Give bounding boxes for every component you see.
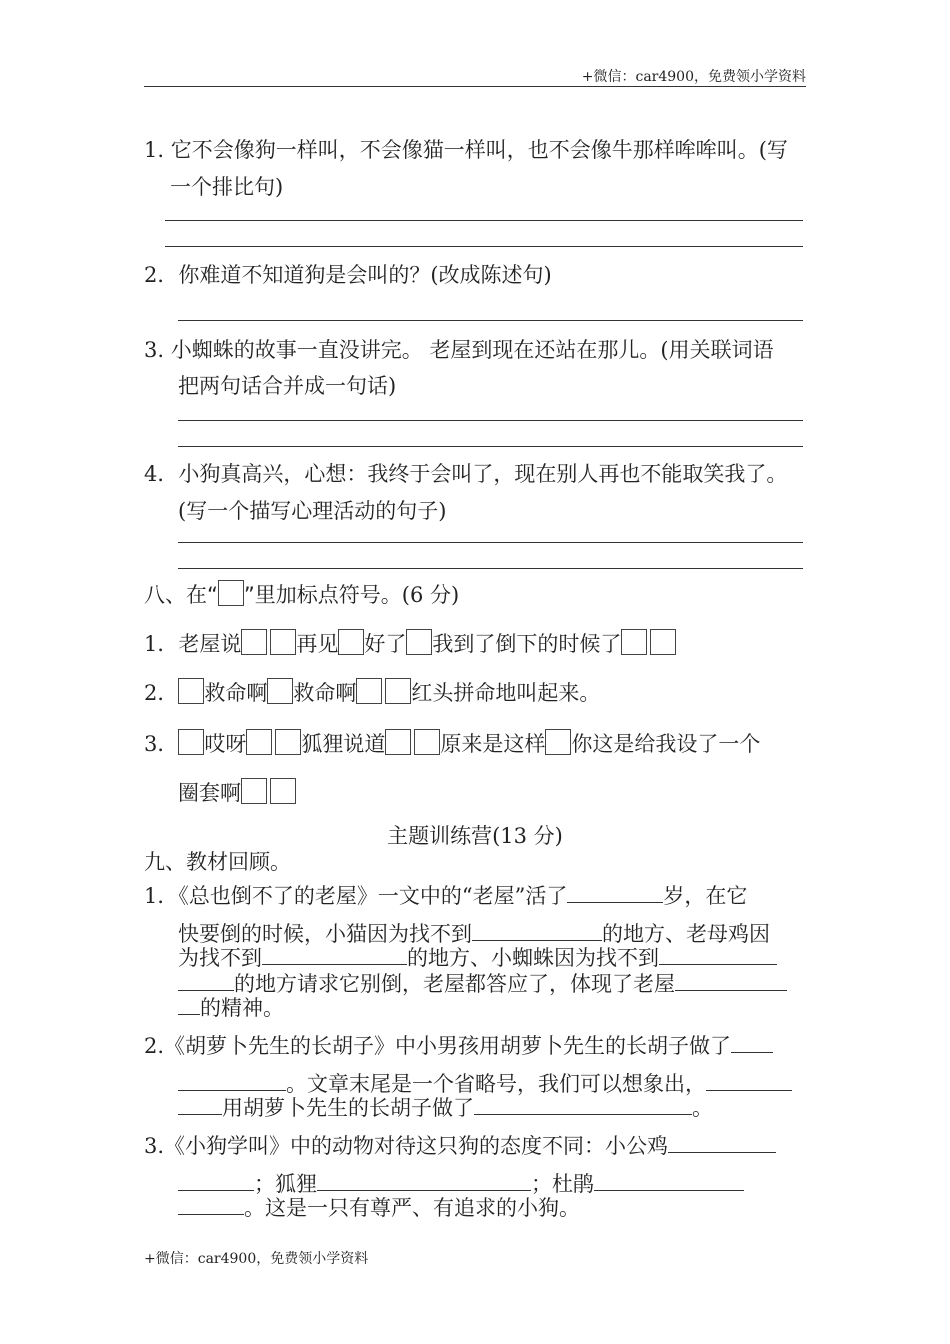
answer-box[interactable] <box>385 678 411 704</box>
q8-3-text: 原来是这样 <box>440 732 546 756</box>
q8-1-text: 好了 <box>364 632 407 656</box>
q9-1-text: 1．《总也倒不了的老屋》一文中的“老屋”活了 <box>144 884 568 908</box>
q8-1-text: 我到了倒下的时候了 <box>432 632 622 656</box>
theme-title: 主题训练营(13 分) <box>387 824 563 848</box>
q8-2 <box>144 678 600 707</box>
fill-blank[interactable] <box>178 1194 244 1215</box>
answer-box[interactable] <box>178 678 204 704</box>
q7-1-line1: 1. 它不会像狗一样叫，不会像猫一样叫，也不会像牛那样哞哞叫。(写 <box>144 138 788 162</box>
answer-box[interactable] <box>406 629 432 655</box>
fill-blank[interactable] <box>668 1132 776 1153</box>
q7-2: 2．你难道不知道狗是会叫的？(改成陈述句) <box>144 263 552 287</box>
answer-box[interactable] <box>621 629 647 655</box>
q9-2-line3 <box>178 1094 713 1122</box>
answer-line <box>178 542 803 543</box>
answer-box[interactable] <box>545 729 571 755</box>
answer-box[interactable] <box>338 629 364 655</box>
q7-3-line1: 3. 小蜘蛛的故事一直没讲完。 老屋到现在还站在那儿。(用关联词语 <box>144 338 774 362</box>
header-rule <box>144 86 806 87</box>
fill-blank[interactable] <box>659 944 777 965</box>
fill-blank[interactable] <box>594 1170 744 1191</box>
fill-blank[interactable] <box>178 1070 286 1091</box>
answer-box[interactable] <box>241 778 267 804</box>
fill-blank[interactable] <box>178 970 234 991</box>
q8-2-text: 救命啊 <box>204 681 268 705</box>
q9-2-text: 。文章末尾是一个省略号，我们可以想象出， <box>286 1072 706 1096</box>
q8-3-cont <box>178 778 296 807</box>
section-9-title: 九、教材回顾。 <box>144 850 291 874</box>
q9-1-text: 为找不到 <box>178 946 262 970</box>
answer-line <box>178 568 803 569</box>
q8-3-text: 哎呀 <box>204 732 247 756</box>
q8-2-num: 2． <box>144 681 179 705</box>
fill-blank[interactable] <box>472 920 602 941</box>
q7-3-line2: 把两句话合并成一句话) <box>178 374 397 398</box>
q8-3 <box>144 729 760 758</box>
q9-2-text: 。 <box>692 1096 713 1120</box>
q9-1-text: 岁，在它 <box>663 884 748 908</box>
q8-1 <box>144 629 676 658</box>
answer-line <box>165 246 803 247</box>
answer-box[interactable] <box>275 729 301 755</box>
q9-3-text: 3.《小狗学叫》中的动物对待这只狗的态度不同：小公鸡 <box>144 1134 669 1158</box>
q8-1-text: 老屋说 <box>178 632 242 656</box>
answer-line <box>178 446 803 447</box>
q8-1-num: 1． <box>144 632 179 656</box>
q8-3-num: 3． <box>144 732 179 756</box>
fill-blank[interactable] <box>178 1094 222 1115</box>
q9-2-line1 <box>144 1032 773 1060</box>
q8-2-text: 红头拼命地叫起来。 <box>411 681 601 705</box>
punctuation-box <box>218 580 244 606</box>
fill-blank[interactable] <box>567 882 663 903</box>
q9-3-text: 。这是一只有尊严、有追求的小狗。 <box>244 1196 580 1220</box>
page-footer: +微信：car4900，免费领小学资料 <box>144 1251 369 1267</box>
q9-1-line5 <box>178 994 284 1022</box>
fill-blank[interactable] <box>262 944 407 965</box>
answer-line <box>178 320 803 321</box>
q9-3-line3 <box>178 1194 580 1222</box>
answer-box[interactable] <box>246 729 272 755</box>
answer-line <box>165 220 803 221</box>
q9-3-text: ；杜鹃 <box>531 1172 594 1196</box>
answer-line <box>178 420 803 421</box>
section-8-title <box>144 580 459 609</box>
q7-1-line2: 一个排比句) <box>170 175 284 199</box>
answer-box[interactable] <box>414 729 440 755</box>
q9-1-line1 <box>144 882 747 910</box>
q9-2-text: 用胡萝卜先生的长胡子做了 <box>222 1096 474 1120</box>
section-8-score: (6 分) <box>401 583 460 607</box>
q7-4-line2: (写一个描写心理活动的句子) <box>178 499 447 523</box>
q9-1-text: 的地方请求它别倒，老屋都答应了，体现了老屋 <box>234 972 675 996</box>
answer-box[interactable] <box>385 729 411 755</box>
q9-1-text: 的地方、老母鸡因 <box>602 922 770 946</box>
q9-2-text: 2.《胡萝卜先生的长胡子》中小男孩用胡萝卜先生的长胡子做了 <box>144 1034 732 1058</box>
fill-blank[interactable] <box>317 1170 531 1191</box>
q9-1-text: 的地方、小蜘蛛因为找不到 <box>407 946 659 970</box>
answer-box[interactable] <box>650 629 676 655</box>
q9-1-text: 的精神。 <box>200 996 284 1020</box>
q9-1-text: 快要倒的时候，小猫因为找不到 <box>178 922 472 946</box>
answer-box[interactable] <box>270 629 296 655</box>
q8-3-text: 圈套啊 <box>178 781 241 805</box>
answer-box[interactable] <box>267 678 293 704</box>
fill-blank[interactable] <box>178 994 200 1015</box>
q7-4-line1: 4．小狗真高兴，心想：我终于会叫了，现在别人再也不能取笑我了。 <box>144 462 788 486</box>
answer-box[interactable] <box>241 629 267 655</box>
q8-3-text: 狐狸说道 <box>301 732 386 756</box>
answer-box[interactable] <box>270 778 296 804</box>
answer-box[interactable] <box>178 729 204 755</box>
q8-3-text: 你这是给我设了一个 <box>571 732 761 756</box>
answer-box[interactable] <box>356 678 382 704</box>
fill-blank[interactable] <box>731 1032 773 1053</box>
section-8-title-a: 八、在“ <box>144 583 218 607</box>
page-header: +微信：car4900，免费领小学资料 <box>581 69 806 85</box>
q9-3-text: ；狐狸 <box>254 1172 317 1196</box>
q8-1-text: 再见 <box>296 632 339 656</box>
q8-2-text: 救命啊 <box>293 681 357 705</box>
fill-blank[interactable] <box>675 970 787 991</box>
q9-3-line1 <box>144 1132 776 1160</box>
fill-blank[interactable] <box>178 1170 254 1191</box>
section-8-title-b: ”里加标点符号。 <box>243 583 402 607</box>
fill-blank[interactable] <box>474 1094 692 1115</box>
fill-blank[interactable] <box>706 1070 792 1091</box>
q9-1-line3 <box>178 944 777 972</box>
